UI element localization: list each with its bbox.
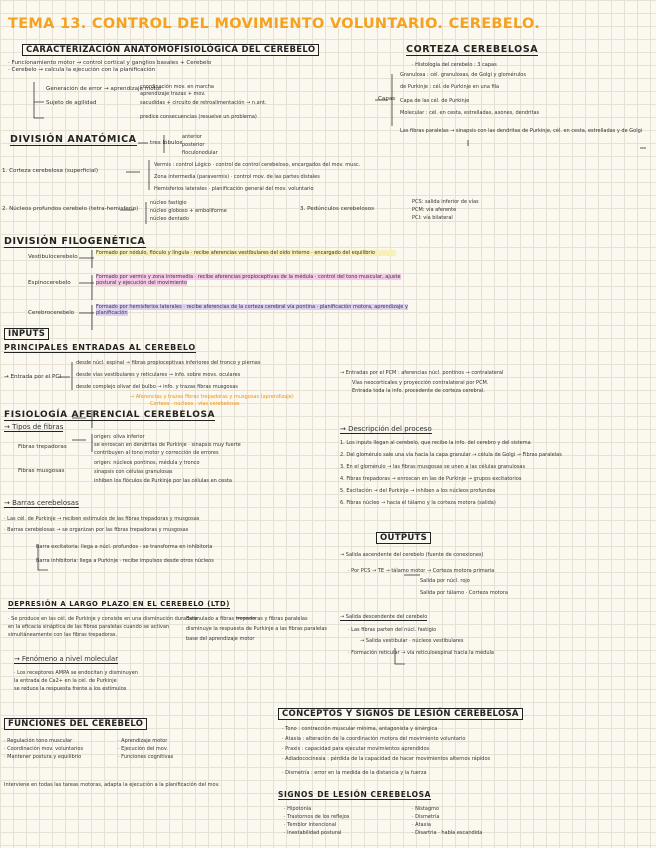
salida-asc-line: · Por PCS → TE → tálamo motor → Corteza motora primaria (348, 568, 495, 574)
corteza-note: Zona intermedia (paravermis) · control mov. de las partes distales (154, 174, 320, 180)
salida-asc-line: Salida por núcl. rojo (420, 578, 470, 584)
signo-item: · Hipotonía (284, 806, 312, 812)
pcm-line: → Entradas por el PCM : aferencias núcl. pontinos → contralateral (340, 370, 504, 376)
fibras-trep-note: origen: oliva inferior (94, 434, 145, 440)
concepto-line: · Dismetría : error en la medida de la distancia y la fuerza (282, 770, 427, 776)
barras-line: Barra inhibitoria: llega a Purkinje · recibe impulsos desde otros núcleos (36, 558, 214, 564)
fibras-mus: Fibras musgosas (18, 468, 65, 474)
fenomeno-line: se reduce la respuesta frente a los estímulos (14, 686, 127, 692)
tipos-heading: → Tipos de fibras (4, 423, 64, 431)
proceso-line: 1. Los inputs llegan al cerebelo, que recibe la info. del cerebro y del sistema (340, 440, 531, 446)
fibras-mus-note: sinapsis con células granulosas (94, 469, 173, 475)
nucleos-line: 2. Núcleos profundos cerebelo (tetra-hemisferio) (2, 206, 139, 212)
funcion-item: · Ejecución del mov. (118, 746, 168, 752)
inputs-heading: INPUTS (4, 328, 49, 340)
barras-line: · Las cél. de Purkinje → reciben estímulos de las fibras trepadoras y musgosas (4, 516, 200, 522)
signo-item: · Dismetría (412, 814, 440, 820)
filo-text-highlight: Formado por hemisferios laterales · recibe aferencias de la corteza cerebral vía pontina · planificación motora, aprendizaje y planificación (96, 304, 408, 316)
depresion-line: simultáneamente con las fibras trepadoras. (8, 632, 118, 638)
proceso-line: 4. Fibras trepadoras → enroscan en las de Purkinje → grupos excitatorios (340, 476, 522, 482)
concepto-line: · Praxis : capacidad para ejecutar movimientos aprendidos (282, 746, 430, 752)
proceso-line: 5. Excitación → del Purkinje → inhiben a los núcleos profundos (340, 488, 496, 494)
salida-desc-line: · Formación reticular → vía reticuloespinal hacia la médula (348, 650, 494, 656)
anat-block (8, 60, 211, 75)
anat-line: · Cerebelo → calcula la ejecución con la planificación (8, 67, 156, 74)
fenomeno-line: · Los receptores AMPA se endocitan y disminuyen (14, 670, 139, 676)
capa-item: Granulosa : cél. granulosas, de Golgi y glomérulos (400, 72, 526, 78)
signo-item: · Disartria · habla escandida (412, 830, 483, 836)
signo-item: · Nistagmo (412, 806, 440, 812)
fibras-mus-note: inhiben los flóculos de Purkinje por las células en cesta (94, 478, 232, 484)
depresion-heading: DEPRESIÓN A LARGO PLAZO EN EL CEREBELO (LTD) (8, 600, 230, 608)
filo-text-highlight: Formado por vermis y zona intermedia · recibe aferencias propioceptivas de la médula · control del tono muscular, ajuste postural y ejecución del movimiento (96, 274, 401, 286)
barras-line: Barra excitatoria: llega a núcl. profundos · se transforma en inhibitoria (36, 544, 213, 550)
anat-heading: CARACTERIZACIÓN ANATOMOFISIOLÓGICA DEL CEREBELO (22, 44, 319, 56)
cortex-heading: CORTEZA CEREBELOSA (406, 44, 539, 55)
depresion-line: · Se produce en las cél. de Purkinje y consiste en una disminución duradera (8, 616, 198, 622)
concepto-line: · Tono : contracción muscular mínima, antagonista y sinérgica (282, 726, 438, 732)
salida-desc-line: → Salida vestibular · núcleos vestibulares (360, 638, 464, 644)
capas-label: Capas (378, 96, 396, 102)
entradas-label: → Entrada por el PCI (4, 374, 61, 380)
capa-item: Capa de las cél. de Purkinje (400, 98, 470, 104)
entrada-line: desde núcl. espinal → fibras propioceptivas inferiores del tronco y piernas (76, 360, 261, 366)
salida-desc-line: · Las fibras parten del núcl. fastigio (348, 627, 437, 633)
depresion-line: en la eficacia sináptica de las fibras paralelas cuando se activan (8, 624, 170, 630)
funcion-item: · Coordinación mov. voluntarios (4, 746, 84, 752)
entradas-heading: PRINCIPALES ENTRADAS AL CEREBELO (4, 343, 196, 352)
filo-text: Formado por nódulo, flóculo y língula · recibe aferencias vestibulares del oído interno · encargado del equilibrio (96, 250, 396, 256)
barras-heading: → Barras cerebelosas (4, 499, 79, 507)
concepto-line: · Ataxia : alteración de la coordinación motora del movimiento voluntario (282, 736, 466, 742)
filogenetica-heading: DIVISIÓN FILOGENÉTICA (4, 236, 146, 247)
anat-line-agility: Sujeto de agilidad (46, 100, 97, 106)
fenomeno-heading: → Fenómeno a nivel molecular (14, 655, 118, 663)
proceso-line: 3. En el glomérulo → las fibras musgosas se unen a las células granulosas (340, 464, 526, 470)
anat-note: aprendizaje trazas + mov. (140, 91, 206, 97)
corteza-line: 1. Corteza cerebelosa (superficial) (2, 168, 98, 174)
lobe-label: posterior (182, 142, 205, 148)
proceso-line: 6. Fibras núcleo → hacia el tálamo y la corteza motora (salida) (340, 500, 496, 506)
concepto-line: · Adiadococinesia : pérdida de la capacidad de hacer movimientos alternos rápidos (282, 756, 491, 762)
entrada-line: desde complejo olivar del bulbo → info. y trazas fibras musgosas (76, 384, 238, 390)
division-heading: DIVISIÓN ANATÓMICA (10, 134, 137, 145)
nucleos-note: núcleo dentado (150, 216, 189, 222)
filo-name: Espinocerebelo (28, 280, 71, 286)
fenomeno-line: la entrada de Ca2+ en la cél. de Purkinje (14, 678, 117, 684)
signo-item: · Temblor intencional (284, 822, 337, 828)
proceso-list (340, 440, 562, 512)
nucleos-note: núcleo globoso + emboliforme (150, 208, 227, 214)
cortex-note: Las fibras paralelas → sinapsis con las dendritas de Purkinje, cél. en cesta, estrelladas y de Golgi (400, 128, 643, 134)
outputs-heading: OUTPUTS (376, 532, 431, 544)
pedunculo-note: PCS: salida inferior de vías (412, 199, 479, 205)
depresion-right: base del aprendizaje motor (186, 636, 255, 642)
signo-item: · Ataxia (412, 822, 431, 828)
funcion-item: · Mantener postura y equilibrio (4, 754, 82, 760)
signo-item: · Trastornos de los reflejos (284, 814, 350, 820)
funciones-extra: Interviene en todas las tareas motoras, adapta la ejecución a la planificación del mov. (4, 782, 220, 788)
pedunculo-note: PCM: vía aferente (412, 207, 457, 213)
depresion-right: disminuye la respuesta de Purkinje a las fibras paralelas (186, 626, 328, 632)
salida-desc: → Salida descendente del cerebelo (340, 614, 428, 620)
entrada-orange: → Aferencias y trazas fibras trepadoras y musgosas (aprendizaje) (130, 394, 294, 400)
salida-asc-line: Salida por tálamo · Corteza motora (420, 590, 508, 596)
filo-text (96, 274, 416, 286)
conceptos-heading: CONCEPTOS Y SIGNOS DE LESIÓN CEREBELOSA (278, 708, 523, 720)
anat-note: predice consecuencias (resuelve un problema) (140, 114, 257, 120)
funcion-item: · Regulación tono muscular (4, 738, 73, 744)
pedunculo-note: PCI: vía bilateral (412, 215, 453, 221)
anat-line: · Funcionamiento motor → control cortical y ganglios basales + Cerebelo (8, 60, 212, 66)
fibras-trep-note: se enroscan en dendritas de Purkinje · sinapsis muy fuerte (94, 442, 241, 448)
entrada-line: desde vías vestibulares y reticulares → info. sobre movs. oculares (76, 372, 241, 378)
page-title: TEMA 13. CONTROL DEL MOVIMIENTO VOLUNTARIO. CEREBELO. (8, 16, 541, 32)
funciones-heading: FUNCIONES DEL CEREBELO (4, 718, 147, 730)
signo-item: · Inestabilidad postural (284, 830, 342, 836)
corteza-note: Vermis : control Lógico · control de control cerebeloso, encargados del mov. musc. (154, 162, 361, 168)
capa-item: Molecular : cél. en cesta, estrelladas, axones, dendritas (400, 110, 540, 116)
salida-asc: → Salida ascendente del cerebelo (fuente de conexiones) (340, 552, 484, 558)
fibras-mus-note: origen: núcleos pontinos, médula y tronco (94, 460, 200, 466)
filo-text (96, 304, 416, 316)
lobe-label: floculonodular (182, 150, 218, 156)
anat-note: coordinación mov. en marcha (140, 84, 214, 90)
cortex-intro: · Histología del cerebelo : 3 capas (412, 62, 497, 68)
filo-name: Cerebrocerebelo (28, 310, 75, 316)
nucleos-note: núcleo fastigio (150, 200, 187, 206)
pedunculos-line: 3. Pedúnculos cerebelosos (300, 206, 375, 212)
lobe-label: anterior (182, 134, 202, 140)
anat-line-error: Generación de error → aprendizaje motor (46, 86, 162, 92)
funcion-item: · Funciones cognitivas (118, 754, 174, 760)
depresion-right: Estimulado a fibras trepadoras y fibras paralelas (186, 616, 308, 622)
division-intro: tres lóbulos (150, 140, 183, 146)
fisio-heading: FISIOLOGÍA AFERENCIAL CEREBELOSA (4, 410, 216, 420)
fibras-trep-note: contribuyen al tono motor y corrección de errores (94, 450, 219, 456)
pcm-line: Entrada toda la info. procedente de corteza cerebral. (352, 388, 485, 394)
fibras-trep: Fibras trepadoras (18, 444, 67, 450)
funcion-item: · Aprendizaje motor (118, 738, 168, 744)
proceso-line: 2. Del glomérulo sale una vía hacia la capa granular → célula de Golgi → Fibras paralelas (340, 452, 562, 458)
barras-line: · Barras cerebelosas → se organizan por las fibras trepadoras y musgosas (4, 527, 189, 533)
filo-name: Vestibulocerebelo (28, 254, 78, 260)
pcm-line: Vías neocorticales y proyección contralateral por PCM. (352, 380, 489, 386)
corteza-note: Hemisferios laterales · planificación general del mov. voluntario (154, 186, 314, 192)
signos-heading: SIGNOS DE LESIÓN CEREBELOSA (278, 790, 431, 799)
entrada-orange: Corteza · núcleos · vías cerebelosas (150, 401, 240, 407)
capa-item: de Purkinje : cél. de Purkinje en una fila (400, 84, 500, 90)
proceso-heading: → Descripción del proceso (340, 425, 432, 433)
anat-note: sacudidas + circuito de retroalimentación → n.ant. (140, 100, 267, 106)
